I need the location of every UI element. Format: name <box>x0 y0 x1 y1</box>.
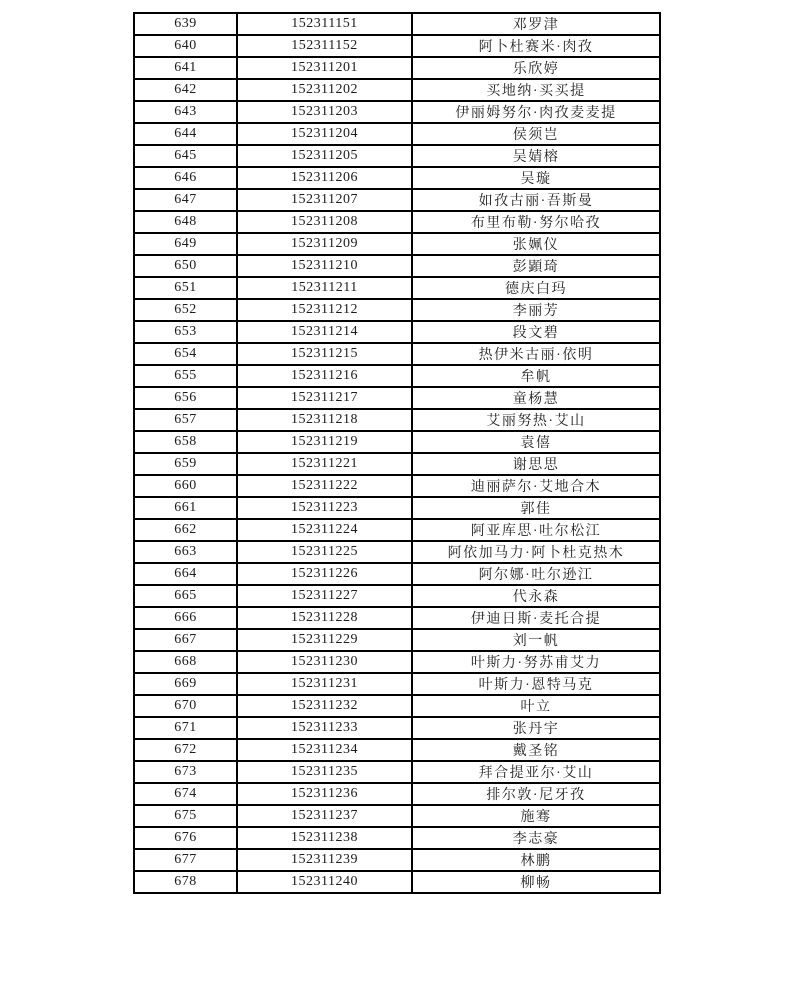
cell-student-id: 152311224 <box>237 519 412 541</box>
cell-student-id: 152311226 <box>237 563 412 585</box>
cell-student-name: 牟帆 <box>412 365 660 387</box>
cell-student-id: 152311212 <box>237 299 412 321</box>
table-row <box>134 255 660 277</box>
cell-student-id: 152311207 <box>237 189 412 211</box>
cell-student-id: 152311205 <box>237 145 412 167</box>
cell-sequence-number: 673 <box>134 761 237 783</box>
roster-table-body <box>134 13 660 893</box>
cell-student-id: 152311210 <box>237 255 412 277</box>
table-row <box>134 13 660 35</box>
cell-student-name: 段文碧 <box>412 321 660 343</box>
cell-sequence-number: 646 <box>134 167 237 189</box>
cell-student-name: 如孜古丽·吾斯曼 <box>412 189 660 211</box>
cell-sequence-number: 653 <box>134 321 237 343</box>
cell-sequence-number: 672 <box>134 739 237 761</box>
cell-student-name: 彭顕琦 <box>412 255 660 277</box>
table-row <box>134 497 660 519</box>
cell-sequence-number: 654 <box>134 343 237 365</box>
cell-sequence-number: 643 <box>134 101 237 123</box>
cell-student-id: 152311230 <box>237 651 412 673</box>
cell-student-name: 排尔敦·尼牙孜 <box>412 783 660 805</box>
cell-student-id: 152311227 <box>237 585 412 607</box>
cell-sequence-number: 676 <box>134 827 237 849</box>
table-row <box>134 805 660 827</box>
cell-student-name: 德庆白玛 <box>412 277 660 299</box>
table-row <box>134 673 660 695</box>
cell-student-name: 叶斯力·努苏甫艾力 <box>412 651 660 673</box>
cell-student-id: 152311218 <box>237 409 412 431</box>
cell-student-name: 迪丽萨尔·艾地合木 <box>412 475 660 497</box>
cell-student-id: 152311228 <box>237 607 412 629</box>
table-row <box>134 79 660 101</box>
cell-student-name: 阿依加马力·阿卜杜克热木 <box>412 541 660 563</box>
cell-student-id: 152311222 <box>237 475 412 497</box>
cell-student-name: 张姵仪 <box>412 233 660 255</box>
table-row <box>134 739 660 761</box>
cell-sequence-number: 666 <box>134 607 237 629</box>
table-row <box>134 35 660 57</box>
cell-student-id: 152311239 <box>237 849 412 871</box>
cell-sequence-number: 670 <box>134 695 237 717</box>
cell-student-id: 152311225 <box>237 541 412 563</box>
table-row <box>134 519 660 541</box>
cell-student-name: 拜合提亚尔·艾山 <box>412 761 660 783</box>
table-row <box>134 277 660 299</box>
cell-student-id: 152311240 <box>237 871 412 893</box>
cell-student-name: 施骞 <box>412 805 660 827</box>
cell-student-name: 戴圣铭 <box>412 739 660 761</box>
cell-student-name: 热伊米古丽·依明 <box>412 343 660 365</box>
table-row <box>134 189 660 211</box>
table-row <box>134 453 660 475</box>
cell-student-id: 152311238 <box>237 827 412 849</box>
cell-sequence-number: 640 <box>134 35 237 57</box>
cell-student-id: 152311206 <box>237 167 412 189</box>
table-row <box>134 321 660 343</box>
cell-student-id: 152311233 <box>237 717 412 739</box>
cell-sequence-number: 652 <box>134 299 237 321</box>
cell-student-id: 152311215 <box>237 343 412 365</box>
cell-sequence-number: 674 <box>134 783 237 805</box>
cell-student-name: 买地纳·买买提 <box>412 79 660 101</box>
table-row <box>134 761 660 783</box>
table-row <box>134 343 660 365</box>
cell-sequence-number: 658 <box>134 431 237 453</box>
cell-student-name: 柳畅 <box>412 871 660 893</box>
table-row <box>134 365 660 387</box>
cell-student-id: 152311219 <box>237 431 412 453</box>
cell-student-name: 叶立 <box>412 695 660 717</box>
cell-student-name: 李志豪 <box>412 827 660 849</box>
table-row <box>134 387 660 409</box>
cell-student-id: 152311237 <box>237 805 412 827</box>
cell-student-id: 152311231 <box>237 673 412 695</box>
cell-sequence-number: 667 <box>134 629 237 651</box>
cell-sequence-number: 650 <box>134 255 237 277</box>
cell-student-name: 吴婧榕 <box>412 145 660 167</box>
cell-student-id: 152311214 <box>237 321 412 343</box>
table-row <box>134 563 660 585</box>
cell-sequence-number: 644 <box>134 123 237 145</box>
cell-sequence-number: 669 <box>134 673 237 695</box>
cell-student-id: 152311211 <box>237 277 412 299</box>
cell-sequence-number: 671 <box>134 717 237 739</box>
table-row <box>134 409 660 431</box>
cell-student-name: 张丹宇 <box>412 717 660 739</box>
cell-student-name: 艾丽努热·艾山 <box>412 409 660 431</box>
cell-student-id: 152311217 <box>237 387 412 409</box>
cell-student-id: 152311232 <box>237 695 412 717</box>
cell-sequence-number: 661 <box>134 497 237 519</box>
cell-student-name: 代永森 <box>412 585 660 607</box>
table-row <box>134 651 660 673</box>
roster-table <box>133 12 661 894</box>
cell-student-id: 152311201 <box>237 57 412 79</box>
cell-sequence-number: 645 <box>134 145 237 167</box>
cell-student-name: 袁僖 <box>412 431 660 453</box>
cell-student-id: 152311208 <box>237 211 412 233</box>
table-row <box>134 541 660 563</box>
cell-student-id: 152311236 <box>237 783 412 805</box>
cell-student-id: 152311152 <box>237 35 412 57</box>
table-row <box>134 57 660 79</box>
table-row <box>134 233 660 255</box>
cell-student-id: 152311202 <box>237 79 412 101</box>
table-row <box>134 827 660 849</box>
cell-sequence-number: 639 <box>134 13 237 35</box>
table-row <box>134 585 660 607</box>
table-row <box>134 783 660 805</box>
cell-student-name: 伊丽姆努尔·肉孜麦麦提 <box>412 101 660 123</box>
table-row <box>134 299 660 321</box>
cell-student-name: 叶斯力·恩特马克 <box>412 673 660 695</box>
table-row <box>134 431 660 453</box>
cell-student-name: 郭佳 <box>412 497 660 519</box>
cell-sequence-number: 677 <box>134 849 237 871</box>
cell-student-id: 152311229 <box>237 629 412 651</box>
cell-sequence-number: 659 <box>134 453 237 475</box>
cell-student-name: 乐欣婷 <box>412 57 660 79</box>
cell-sequence-number: 665 <box>134 585 237 607</box>
cell-sequence-number: 641 <box>134 57 237 79</box>
cell-sequence-number: 660 <box>134 475 237 497</box>
table-row <box>134 475 660 497</box>
cell-sequence-number: 678 <box>134 871 237 893</box>
cell-sequence-number: 675 <box>134 805 237 827</box>
cell-sequence-number: 649 <box>134 233 237 255</box>
cell-sequence-number: 664 <box>134 563 237 585</box>
cell-sequence-number: 651 <box>134 277 237 299</box>
cell-student-name: 布里布勒·努尔哈孜 <box>412 211 660 233</box>
table-row <box>134 145 660 167</box>
cell-sequence-number: 647 <box>134 189 237 211</box>
cell-student-name: 侯须岂 <box>412 123 660 145</box>
cell-sequence-number: 657 <box>134 409 237 431</box>
table-row <box>134 101 660 123</box>
cell-student-name: 谢思思 <box>412 453 660 475</box>
cell-student-id: 152311216 <box>237 365 412 387</box>
cell-sequence-number: 642 <box>134 79 237 101</box>
cell-student-id: 152311203 <box>237 101 412 123</box>
table-row <box>134 607 660 629</box>
cell-student-id: 152311209 <box>237 233 412 255</box>
cell-student-id: 152311234 <box>237 739 412 761</box>
cell-sequence-number: 655 <box>134 365 237 387</box>
cell-student-name: 阿亚库思·吐尔松江 <box>412 519 660 541</box>
cell-student-name: 伊迪日斯·麦托合提 <box>412 607 660 629</box>
cell-student-name: 阿卜杜赛米·肉孜 <box>412 35 660 57</box>
cell-student-id: 152311151 <box>237 13 412 35</box>
cell-student-id: 152311204 <box>237 123 412 145</box>
table-row <box>134 871 660 893</box>
cell-student-name: 李丽芳 <box>412 299 660 321</box>
table-row <box>134 629 660 651</box>
cell-student-name: 阿尔娜·吐尔逊江 <box>412 563 660 585</box>
cell-student-id: 152311221 <box>237 453 412 475</box>
cell-student-id: 152311223 <box>237 497 412 519</box>
table-row <box>134 123 660 145</box>
cell-student-name: 刘一帆 <box>412 629 660 651</box>
table-row <box>134 849 660 871</box>
table-row <box>134 695 660 717</box>
cell-sequence-number: 663 <box>134 541 237 563</box>
table-row <box>134 717 660 739</box>
cell-student-id: 152311235 <box>237 761 412 783</box>
cell-sequence-number: 648 <box>134 211 237 233</box>
cell-student-name: 邓罗津 <box>412 13 660 35</box>
cell-student-name: 童杨慧 <box>412 387 660 409</box>
cell-sequence-number: 656 <box>134 387 237 409</box>
cell-sequence-number: 668 <box>134 651 237 673</box>
cell-sequence-number: 662 <box>134 519 237 541</box>
table-row <box>134 211 660 233</box>
cell-student-name: 吴璇 <box>412 167 660 189</box>
cell-student-name: 林鹏 <box>412 849 660 871</box>
table-row <box>134 167 660 189</box>
